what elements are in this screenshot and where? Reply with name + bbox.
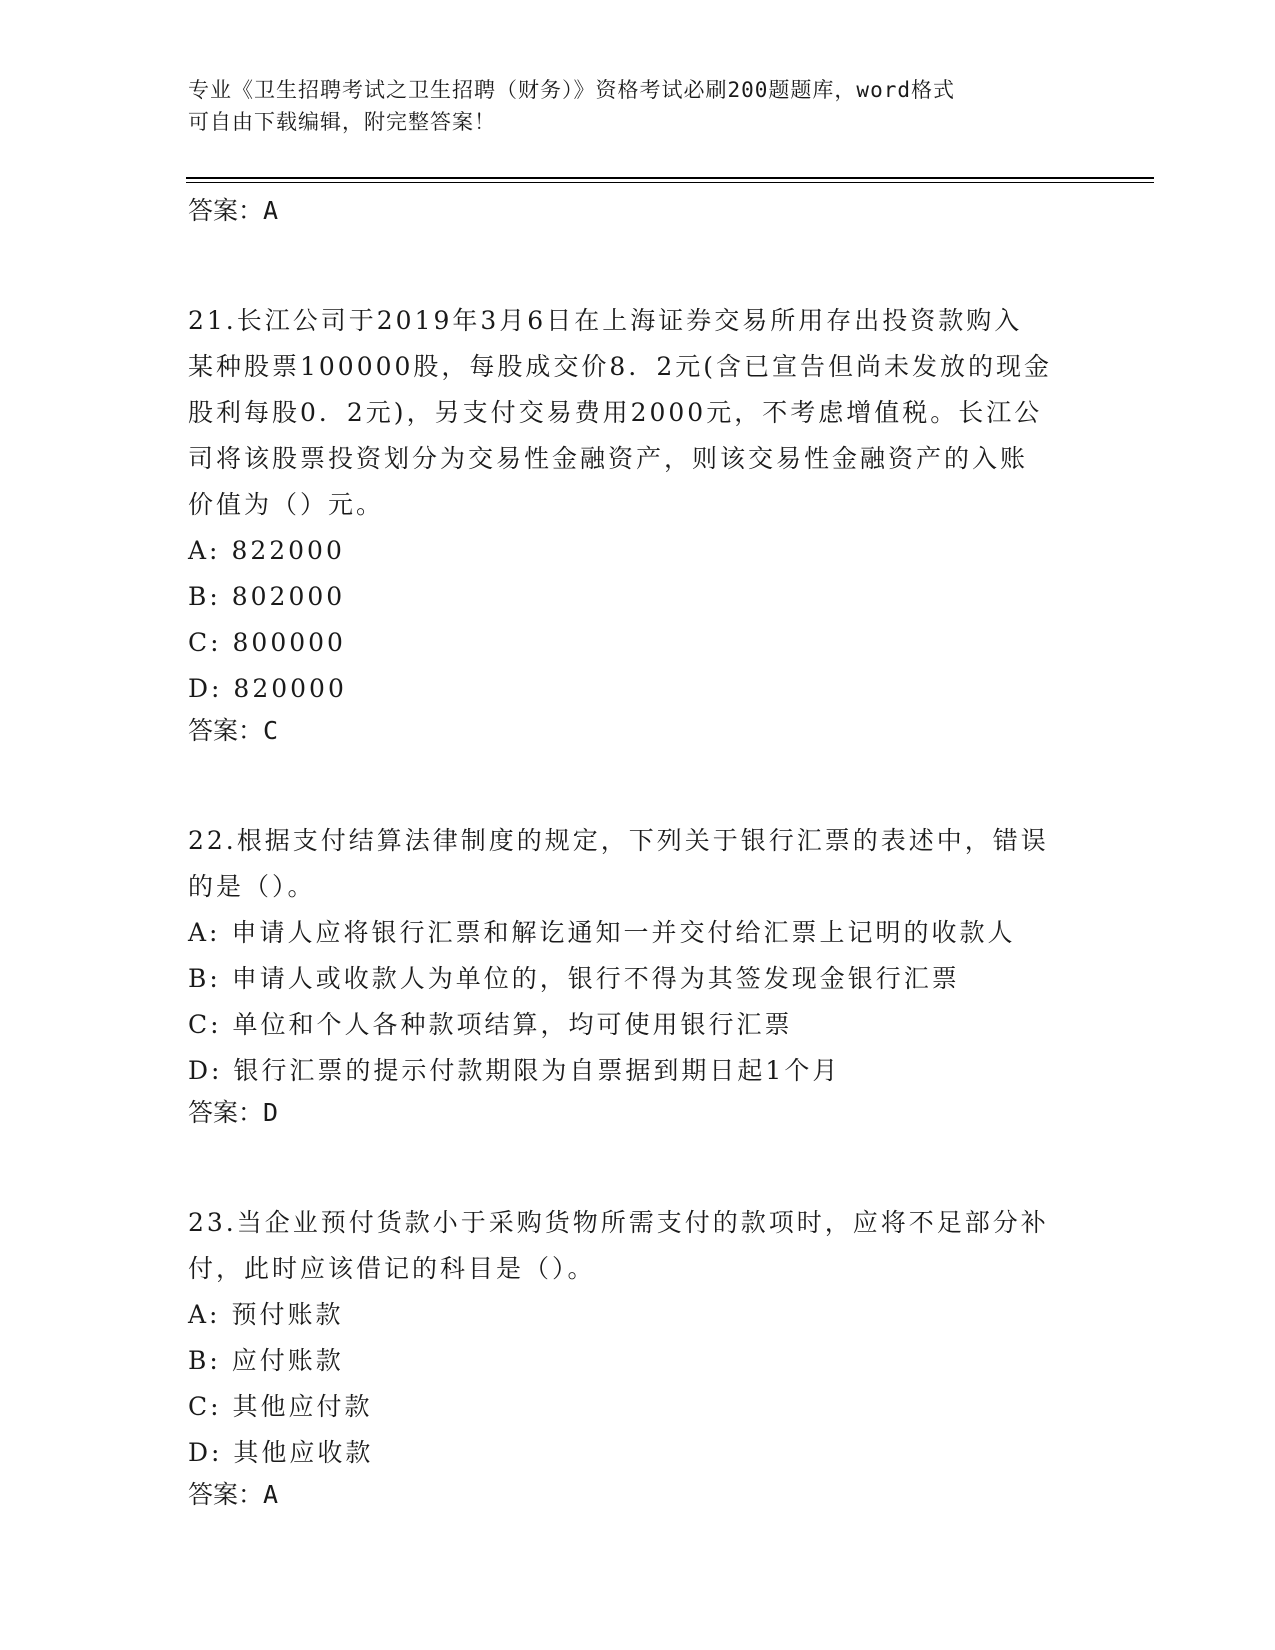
option-d xyxy=(188,666,1088,712)
question-answer xyxy=(188,1476,1088,1514)
option-letter: B: xyxy=(188,964,221,993)
option-letter: D: xyxy=(188,1438,223,1467)
option-text: 申请人应将银行汇票和解讫通知一并交付给汇票上记明的收款人 xyxy=(231,918,1016,947)
header-line-1: 专业《卫生招聘考试之卫生招聘（财务）》资格考试必刷200题题库，word格式 xyxy=(188,78,955,102)
question-22 xyxy=(188,818,1088,1132)
option-b xyxy=(188,956,1088,1002)
stem-line: 司将该股票投资划分为交易性金融资产，则该交易性金融资产的入账 xyxy=(188,444,1029,473)
answer-label: 答案： xyxy=(188,1098,264,1127)
stem-line: 21.长江公司于2019年3月6日在上海证券交易所用存出投资款购入 xyxy=(188,306,1023,335)
option-letter: C: xyxy=(188,1392,222,1421)
option-a xyxy=(188,910,1088,956)
option-b xyxy=(188,1338,1088,1384)
answer-value: A xyxy=(263,196,279,225)
option-text: 其他应收款 xyxy=(233,1438,374,1467)
option-text: 822000 xyxy=(231,536,345,565)
option-text: 申请人或收款人为单位的，银行不得为其签发现金银行汇票 xyxy=(231,964,960,993)
option-letter: D: xyxy=(188,674,223,703)
option-letter: B: xyxy=(188,1346,221,1375)
question-answer xyxy=(188,1094,1088,1132)
option-a xyxy=(188,528,1088,574)
option-text: 其他应付款 xyxy=(232,1392,373,1421)
question-content xyxy=(188,192,1088,1514)
question-stem xyxy=(188,298,1088,528)
option-letter: D: xyxy=(188,1056,223,1085)
option-c xyxy=(188,1384,1088,1430)
option-d xyxy=(188,1430,1088,1476)
stem-line: 付，此时应该借记的科目是（）。 xyxy=(188,1254,596,1283)
option-letter: B: xyxy=(188,582,221,611)
option-text: 800000 xyxy=(232,628,346,657)
option-letter: C: xyxy=(188,628,222,657)
option-a xyxy=(188,1292,1088,1338)
stem-line: 22.根据支付结算法律制度的规定，下列关于银行汇票的表述中，错误 xyxy=(188,826,1049,855)
option-c xyxy=(188,620,1088,666)
answer-label: 答案： xyxy=(188,716,264,745)
option-text: 应付账款 xyxy=(231,1346,344,1375)
header-divider-thick xyxy=(186,177,1154,179)
answer-label: 答案： xyxy=(188,196,264,225)
option-text: 802000 xyxy=(231,582,346,611)
question-stem xyxy=(188,1200,1088,1292)
answer-value: A xyxy=(263,1480,279,1509)
stem-line: 价值为（）元。 xyxy=(188,490,385,519)
option-c xyxy=(188,1002,1088,1048)
option-letter: A: xyxy=(188,536,221,565)
question-stem xyxy=(188,818,1088,910)
answer-value: D xyxy=(263,1098,279,1127)
option-text: 预付账款 xyxy=(231,1300,344,1329)
question-21 xyxy=(188,298,1088,750)
option-text: 820000 xyxy=(233,674,347,703)
answer-label: 答案： xyxy=(188,1480,264,1509)
stem-line: 23.当企业预付货款小于采购货物所需支付的款项时，应将不足部分补 xyxy=(188,1208,1049,1237)
option-letter: A: xyxy=(188,1300,221,1329)
option-text: 银行汇票的提示付款期限为自票据到期日起1个月 xyxy=(233,1056,841,1085)
option-text: 单位和个人各种款项结算，均可使用银行汇票 xyxy=(232,1010,793,1039)
option-d xyxy=(188,1048,1088,1094)
option-b xyxy=(188,574,1088,620)
stem-line: 某种股票100000股，每股成交价8．2元(含已宣告但尚未发放的现金 xyxy=(188,352,1053,381)
option-letter: A: xyxy=(188,918,221,947)
question-answer xyxy=(188,712,1088,750)
document-header xyxy=(188,74,1068,138)
header-divider-thin xyxy=(186,182,1154,183)
answer-value: C xyxy=(263,716,279,745)
option-letter: C: xyxy=(188,1010,222,1039)
question-23 xyxy=(188,1200,1088,1514)
stem-line: 的是（）。 xyxy=(188,872,316,901)
header-line-2: 可自由下载编辑，附完整答案！ xyxy=(188,110,496,134)
stem-line: 股利每股0．2元)，另支付交易费用2000元，不考虑增值税。长江公 xyxy=(188,398,1043,427)
previous-answer xyxy=(188,192,1088,230)
